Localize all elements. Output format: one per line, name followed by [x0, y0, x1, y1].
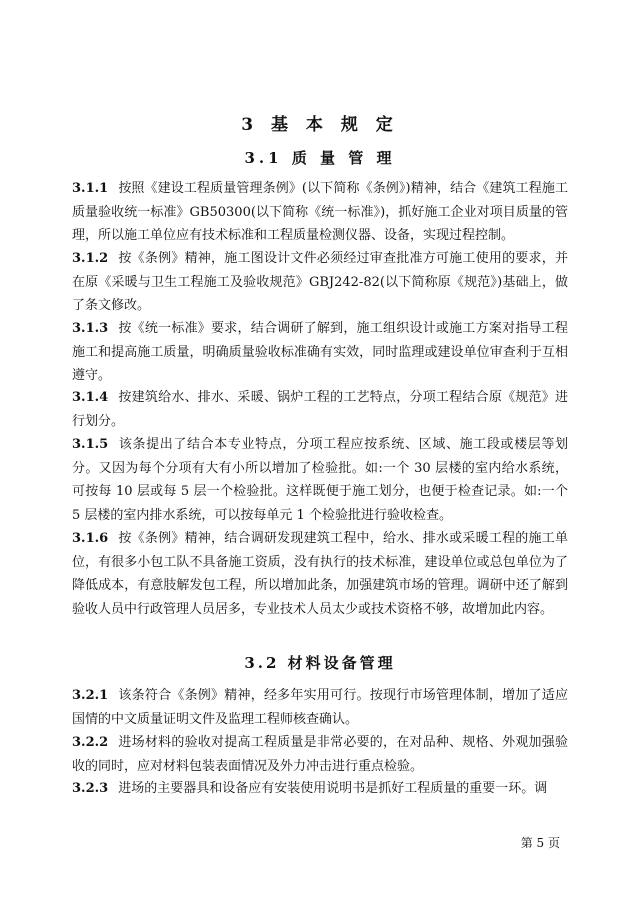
clause-text: 进场材料的验收对提高工程质量是非常必要的，在对品种、规格、外观加强验收的同时，应对材料包装表面情况及外力冲击进行重点检验。	[72, 735, 568, 774]
clause-number: 3.1.4	[72, 390, 109, 405]
clause-3-1-3	[72, 317, 568, 388]
clause-text: 按照《建设工程质量管理条例》(以下简称《条例》)精神，结合《建筑工程施工质量验收统一标准》GB50300(以下简称《统一标准》)，抓好施工企业对项目质量的管理，所以施工单位应有技术标准和工程质量检测仪器、设备，实现过程控制。	[72, 181, 568, 243]
clause-text: 按《统一标准》要求，结合调研了解到，施工组织设计或施工方案对指导工程施工和提高施工质量，明确质量验收标准确有实效，同时监理或建设单位审查利于互相遵守。	[72, 321, 568, 383]
clause-3-1-6	[72, 527, 568, 621]
clause-number: 3.2.2	[72, 735, 109, 750]
clause-number: 3.1.2	[72, 251, 109, 266]
clause-text: 进场的主要器具和设备应有安装使用说明书是抓好工程质量的重要一环。调	[118, 781, 548, 796]
clause-text: 按《条例》精神，施工图设计文件必须经过审查批准方可施工使用的要求，并在原《采暖与卫生工程施工及验收规范》GBJ242-82(以下简称原《规范》)基础上，做了条文修改。	[72, 251, 568, 313]
clause-text: 按建筑给水、排水、采暖、锅炉工程的工艺特点，分项工程结合原《规范》进行划分。	[72, 390, 568, 429]
clause-3-1-2	[72, 247, 568, 318]
section-title-quality-management: 3.1 质 量 管 理	[244, 149, 396, 167]
clause-number: 3.2.3	[72, 781, 109, 796]
clause-text: 该条符合《条例》精神，经多年实用可行。按现行市场管理体制，增加了适应国情的中文质量证明文件及监理工程师核查确认。	[72, 688, 568, 727]
clause-text: 该条提出了结合本专业特点，分项工程应按系统、区域、施工段或楼层等划分。又因为每个分项有大有小所以增加了检验批。如:一个 30 层楼的室内给水系统，可按每 10 层或每 5 层一个检验批。这样既便于施工划分，也便于检查记录。如:一个 5 层楼的室内排水系统，可以按每单元 1 个检验批进行验收检查。	[72, 437, 568, 523]
clause-3-2-3	[72, 777, 568, 801]
clause-3-2-2	[72, 731, 568, 778]
clause-number: 3.1.3	[72, 321, 109, 336]
section-title-material-equipment-management: 3.2 材料设备管理	[244, 654, 396, 672]
page-number: 第 5 页	[520, 836, 560, 850]
clause-text: 按《条例》精神，结合调研发现建筑工程中，给水、排水或采暖工程的施工单位，有很多小包工队不具备施工资质，没有执行的技术标准，建设单位或总包单位为了降低成本，有意肢解发包工程，所以增加此条，加强建筑市场的管理。调研中还了解到验收人员中行政管理人员居多，专业技术人员太少或技术资格不够，故增加此内容。	[72, 531, 568, 617]
clause-3-1-5	[72, 433, 568, 527]
clause-number: 3.2.1	[72, 688, 109, 703]
clause-3-1-1	[72, 177, 568, 248]
clause-number: 3.1.6	[72, 531, 109, 546]
clause-number: 3.1.1	[72, 181, 109, 196]
chapter-title: 3 基 本 规 定	[241, 115, 399, 135]
clause-number: 3.1.5	[72, 437, 109, 452]
clause-3-2-1	[72, 684, 568, 731]
clause-3-1-4	[72, 386, 568, 433]
